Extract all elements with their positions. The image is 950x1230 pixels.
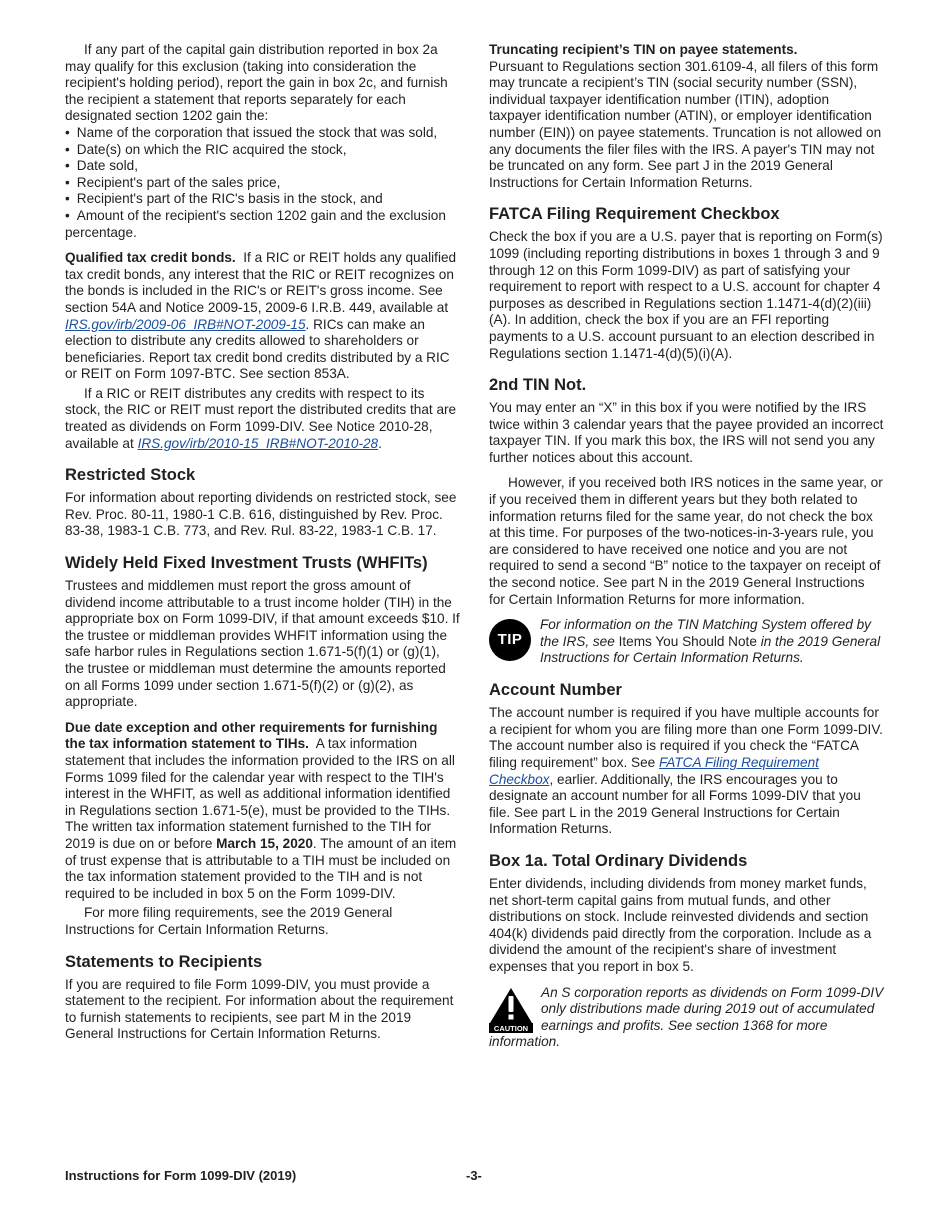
qualified-bonds-paragraph — [65, 250, 460, 383]
tip-text-a: For information on the TIN Matching System offered by the IRS, see — [540, 617, 871, 649]
list-item: • Name of the corporation that issued the stock that was sold, — [65, 125, 460, 142]
form-title: Instructions for Form 1099-DIV (2019) — [65, 1168, 297, 1183]
account-number-text-2: , earlier. Additionally, the IRS encourages you to designate an account number for all Forms 1099-DIV that you file. See part L in the 2019 General Instructions for Certain Information Returns. — [489, 771, 861, 837]
tip-text-b: Items You Should Note — [618, 633, 757, 649]
whfit-text: Trustees and middlemen must report the gross amount of dividend income attributable to a trust income holder (TIH) in the appropriate box on Form 1099-DIV, if that amount exceeds $10. If the trustee or middleman provides WHFIT information using the safe harbor rules in Regulations section 1.671-5(f)(1) or (g)(1), the trustee or middleman must determine the amounts reported on all Forms 1099 under section 1.671-5(f)(2) or (g)(2), as appropriate. — [65, 578, 460, 710]
qualified-bonds-heading: Qualified tax credit bonds. — [65, 250, 236, 266]
second-tin-text-2: However, if you received both IRS notices in the same year, or if you received them in different years but they both related to information returns filed for the same year, do not check the box at this time. For purposes of the two-notices-in-3-years rule, you are considered to have received one notice and you are not required to send a second “B” notice to the taxpayer on receipt of the second notice. See part N in the 2019 General Instructions for Certain Information Returns for more information. — [489, 475, 883, 607]
credits-end: . — [378, 435, 382, 451]
list-item: • Recipient's part of the sales price, — [65, 175, 460, 192]
second-tin-heading: 2nd TIN Not. — [489, 376, 587, 395]
fatca-heading: FATCA Filing Requirement Checkbox — [489, 205, 780, 224]
caution-text: An S corporation reports as dividends on Form 1099-DIV only distributions made during 2019 out of accumulated earnings and profits. See section 1368 for more information. — [489, 984, 884, 1050]
restricted-stock-text: For information about reporting dividends on restricted stock, see Rev. Proc. 80-11, 1980-1 C.B. 616, distinguished by Rev. Proc. 83-38, 1983-1 C.B. 773, and Rev. Rul. 83-22, 1983-1 C.B. 17. — [65, 490, 457, 539]
truncating-paragraph — [489, 42, 884, 191]
account-number-heading: Account Number — [489, 681, 622, 700]
whfit-heading: Widely Held Fixed Investment Trusts (WHFITs) — [65, 554, 428, 573]
due-date-heading: Due date exception and other requirements for furnishing the tax information statement to TIHs. — [65, 719, 438, 752]
fatca-text: Check the box if you are a U.S. payer that is reporting on Form(s) 1099 (including reporting distributions in boxes 1 through 3 and 9 through 12 on this Form 1099-DIV) as part of satisfying your requirement to report with respect to a U.S. account for chapter 4 purposes as described in Regulations section 1.1471-4(d)(2)(iii)(A). In addition, check the box if you are an FFI reporting payments to a U.S. account pursuant to an election described in Regulations section 1.1471-4(d)(5)(i)(A). — [489, 229, 883, 361]
list-item: • Date(s) on which the RIC acquired the stock, — [65, 142, 460, 159]
page-number: -3- — [466, 1168, 482, 1183]
qualified-bonds-text: If a RIC or REIT holds any qualified tax credit bonds, any interest that the RIC or REIT recognizes on the bonds is included in the RIC's or REIT's gross income. See section 54A and Notice 2009-15, 2009-6 I.R.B. 449, available at — [65, 250, 457, 315]
more-requirements-text: For more filing requirements, see the 2019 General Instructions for Certain Information Returns. — [65, 905, 393, 937]
qualified-bonds-text-2: . RICs can make an election to distribute any credits allowed to shareholders or beneficiaries. Report tax credit bond credits distributed by a RIC or REIT on Form 1097-BTC. See section 853A. — [65, 316, 450, 382]
credits-text: If a RIC or REIT distributes any credits with respect to its stock, the RIC or REIT must report the distributed credits that are treated as dividends on Form 1099-DIV. See Notice 2010-28, available at — [65, 385, 457, 451]
due-date-paragraph — [65, 720, 460, 903]
caution-note — [489, 985, 884, 1051]
list-item: • Amount of the recipient's section 1202 gain and the exclusion percentage. — [65, 208, 460, 241]
caution-icon — [489, 987, 533, 1033]
notice-2010-28-link[interactable]: IRS.gov/irb/2010-15_IRB#NOT-2010-28 — [137, 435, 379, 451]
due-date-text: A tax information statement that includes the information provided to the IRS on all Forms 1099 filed for the calendar year with respect to the TIH's interest in the WHFIT, as well as additional information identified in Regulations section 1.671-5(e), must be provided to the TIHs. The written tax information statement furnished to the TIH for 2019 is due on or before — [65, 736, 455, 851]
statements-heading: Statements to Recipients — [65, 952, 263, 971]
box-1a-text: Enter dividends, including dividends from money market funds, net short-term capital gains from mutual funds, and other distributions on stock. Include reinvested dividends and section 404(k) dividends paid directly from the corporation. Include as a dividend the amount of the recipient's share of investment expenses that you report in box 5. — [489, 875, 872, 974]
section-1202-list — [65, 125, 460, 241]
left-column — [65, 42, 460, 1043]
tip-icon: TIP — [489, 619, 531, 661]
restricted-stock-heading: Restricted Stock — [65, 466, 196, 485]
statements-text: If you are required to file Form 1099-DIV, you must provide a statement to the recipient. For information about the requirement to furnish statements to recipients, see part M in the 2019 General Instructions for Certain Information Returns. — [65, 976, 454, 1042]
caution-label: CAUTION — [493, 1023, 529, 1033]
tip-text — [489, 617, 884, 667]
right-column — [489, 42, 884, 1051]
capital-gain-paragraph: If any part of the capital gain distribution reported in box 2a may qualify for this exclusion (taking into consideration the recipient's holding period), report the gain in box 2c, and furnish the recipient a statement that reports separately for each designated section 1202 gain the: — [65, 42, 448, 124]
due-date-text-2: . The amount of an item of trust expense that is attributable to a TIH must be included on the tax information statement provided to the TIH and is not required to be included in box 5 on the Form 1099-DIV. — [65, 835, 457, 901]
account-number-paragraph — [489, 705, 884, 838]
box-1a-heading: Box 1a. Total Ordinary Dividends — [489, 851, 748, 870]
list-item: • Date sold, — [65, 158, 460, 175]
truncating-text: Pursuant to Regulations section 301.6109-4, all filers of this form may truncate a recipient’s TIN (social security number (SSN), individual taxpayer identification number (ITIN), adoption taxpayer identification number (ATIN), or employer identification number (EIN)) on payee statements. Truncation is not allowed on any documents the filer files with the IRS. A payer's TIN may not be truncated on any form. See part J in the 2019 General Instructions for Certain Information Returns. — [489, 58, 882, 190]
list-item: • Recipient's part of the RIC's basis in the stock, and — [65, 191, 460, 208]
truncating-heading: Truncating recipient’s TIN on payee statements. — [489, 42, 798, 57]
notice-2009-15-link[interactable]: IRS.gov/irb/2009-06_IRB#NOT-2009-15 — [65, 316, 306, 332]
due-date-value: March 15, 2020 — [216, 835, 313, 851]
second-tin-text: You may enter an “X” in this box if you were notified by the IRS twice within 3 calendar years that the payee provided an incorrect taxpayer TIN. If you mark this box, the IRS will not send you any further notices about this account. — [489, 400, 884, 465]
tip-text-c: in the 2019 General Instructions for Certain Information Returns. — [540, 633, 881, 666]
page-footer — [65, 1168, 885, 1183]
fatca-checkbox-link[interactable]: FATCA Filing Requirement Checkbox — [489, 755, 819, 787]
credits-paragraph — [65, 386, 460, 452]
account-number-text: The account number is required if you have multiple accounts for a recipient for whom you are filing more than one Form 1099-DIV. The account number also is required if you check the “FATCA filing requirement” box. See — [489, 705, 883, 770]
tip-note — [489, 617, 884, 667]
